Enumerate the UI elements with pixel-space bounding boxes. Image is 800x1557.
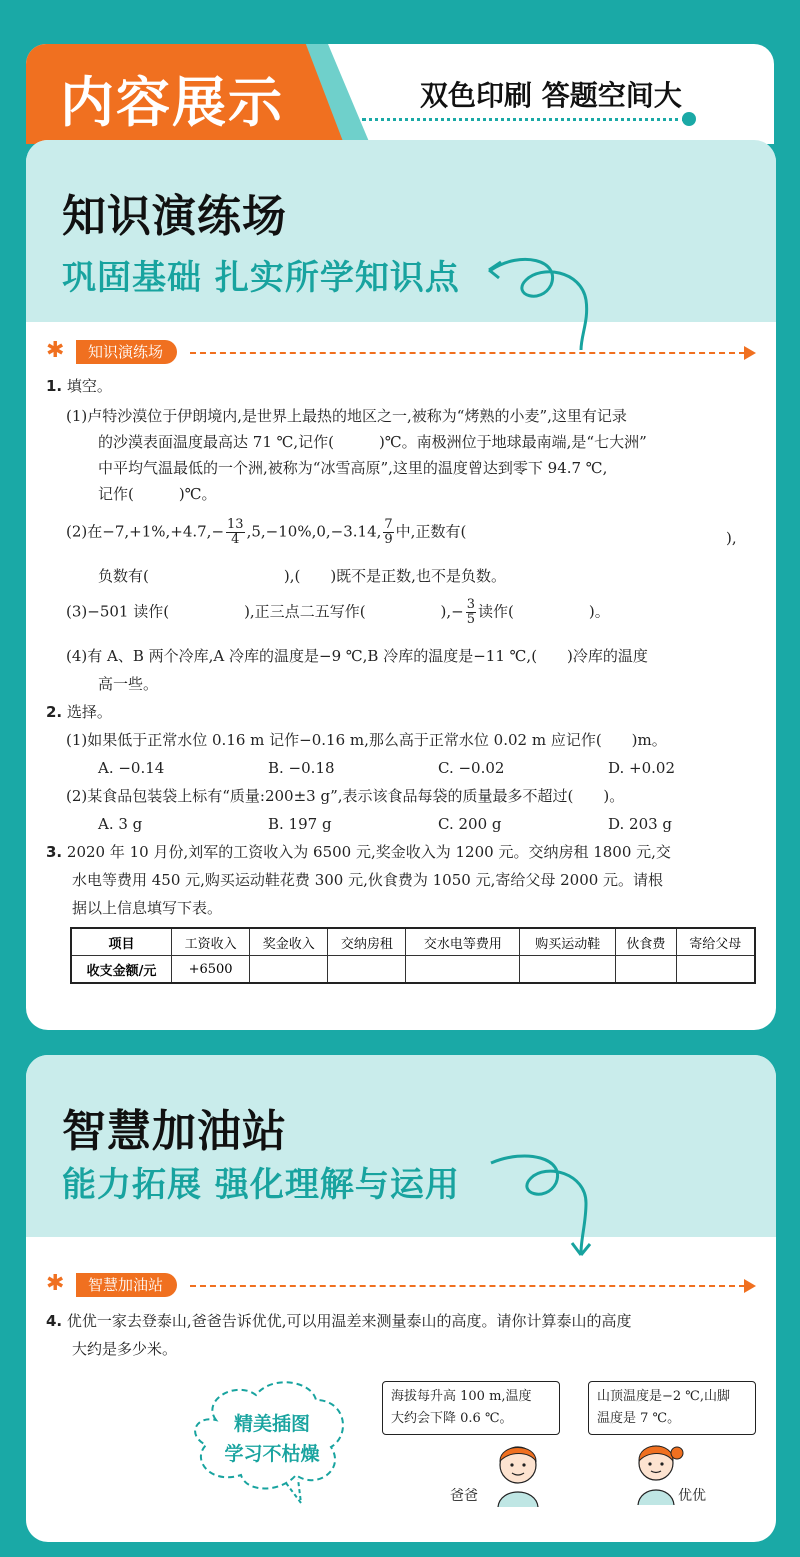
table-header-cell: 交水电等费用 — [406, 928, 520, 956]
dad-speech-line2: 大约会下降 0.6 ℃。 — [391, 1411, 513, 1426]
section-divider — [190, 352, 745, 354]
q1-part1-line2: 的沙漠表面温度最高达 71 ℃,记作( )℃。南极洲位于地球最南端,是“七大洲” — [98, 433, 647, 451]
q3-line3: 据以上信息填写下表。 — [72, 899, 223, 917]
q2-part2: (2)某食品包装袋上标有“质量:200±3 g”,表示该食品每袋的质量最多不超过( )。 — [66, 787, 625, 805]
q1-part3: (3)−501 读作( ),正三点二五写作( ),− $\frac{3}{5}$ 读作( )。 — [66, 597, 610, 627]
q2-part1-option-d: D. +0.02 — [608, 759, 675, 777]
q1-part1-line4: 记作( )℃。 — [98, 485, 217, 503]
table-header-cell: 购买运动鞋 — [520, 928, 616, 956]
swirl-arrow-icon — [486, 1143, 616, 1263]
table-cell[interactable] — [250, 956, 328, 984]
dad-speech-line1: 海拔每升高 100 m,温度 — [391, 1389, 532, 1404]
header-subtitle: 双色印刷 答题空间大 — [420, 79, 682, 112]
header-dot — [682, 112, 696, 126]
table-header-cell: 工资收入 — [172, 928, 250, 956]
card-subheading: 能力拓展 强化理解与运用 — [62, 1165, 460, 1205]
q2-part2-option-c: C. 200 g — [438, 815, 502, 833]
header-dotted-line — [362, 118, 686, 121]
youyou-illustration — [626, 1433, 686, 1505]
swirl-arrow-icon — [481, 240, 621, 360]
table-header-cell: 伙食费 — [616, 928, 676, 956]
q1-part2-end: ), — [726, 529, 737, 547]
q1-part2-line1: (2)在−7,+1%,+4.7,− $\frac{13}{4}$ ,5,−10%,0,−3.14, $\frac{7}{9}$ 中,正数有( — [66, 517, 467, 547]
cloud-text-line2: 学习不枯燥 — [224, 1443, 320, 1465]
table-header-cell: 项目 — [71, 928, 172, 956]
q2-part2-option-d: D. 203 g — [608, 815, 673, 833]
q2-part1-option-b: B. −0.18 — [268, 759, 335, 777]
section-star-icon: ✱ — [46, 1271, 65, 1296]
dad-speech-bubble — [382, 1381, 560, 1435]
table-cell[interactable] — [328, 956, 406, 984]
youyou-label: 优优 — [678, 1488, 706, 1504]
q2-part2-option-a: A. 3 g — [98, 815, 143, 833]
youyou-speech-line1: 山顶温度是−2 ℃,山脚 — [597, 1389, 730, 1404]
section-tag: 智慧加油站 — [76, 1273, 177, 1297]
dad-illustration — [488, 1437, 548, 1507]
q1-part4-line1: (4)有 A、B 两个冷库,A 冷库的温度是−9 ℃,B 冷库的温度是−11 ℃,( )冷库的温度 — [66, 647, 648, 665]
practice-card — [26, 1055, 776, 1542]
card-subheading: 巩固基础 扎实所学知识点 — [62, 258, 460, 298]
section-tag: 知识演练场 — [76, 340, 177, 364]
income-expense-table — [70, 927, 756, 984]
q1-part2-line2: 负数有( ),( )既不是正数,也不是负数。 — [98, 567, 506, 585]
q1-part1-line1: (1)卢特沙漠位于伊朗境内,是世界上最热的地区之一,被称为“烤熟的小麦”,这里有记录 — [66, 407, 627, 425]
dad-label: 爸爸 — [450, 1488, 478, 1504]
question-1-title: 1. 填空。 — [46, 377, 112, 395]
section-divider — [190, 1285, 745, 1287]
q2-part1: (1)如果低于正常水位 0.16 m 记作−0.16 m,那么高于正常水位 0.02 m 应记作( )m。 — [66, 731, 667, 749]
q4-line2: 大约是多少米。 — [72, 1340, 178, 1358]
q2-part1-option-c: C. −0.02 — [438, 759, 505, 777]
youyou-speech-bubble — [588, 1381, 756, 1435]
table-header-cell: 寄给父母 — [676, 928, 755, 956]
youyou-speech-line2: 温度是 7 ℃。 — [597, 1411, 681, 1426]
card-heading: 知识演练场 — [62, 191, 287, 242]
q4-line1: 4. 优优一家去登泰山,爸爸告诉优优,可以用温差来测量泰山的高度。请你计算泰山的高度 — [46, 1312, 632, 1330]
section-arrow-icon — [744, 1279, 756, 1293]
table-cell: +6500 — [172, 956, 250, 984]
knowledge-card — [26, 140, 776, 1030]
table-cell[interactable] — [406, 956, 520, 984]
table-cell[interactable] — [676, 956, 755, 984]
q1-part1-line3: 中平均气温最低的一个洲,被称为“冰雪高原”,这里的温度曾达到零下 94.7 ℃, — [98, 459, 608, 477]
q3-line1: 3. 2020 年 10 月份,刘军的工资收入为 6500 元,奖金收入为 1200 元。交纳房租 1800 元,交 — [46, 843, 671, 861]
table-header-cell: 奖金收入 — [250, 928, 328, 956]
question-2-title: 2. 选择。 — [46, 703, 112, 721]
q1-part4-line2: 高一些。 — [98, 675, 159, 693]
table-row — [71, 956, 755, 984]
card-heading: 智慧加油站 — [62, 1106, 287, 1157]
cloud-text-line1: 精美插图 — [233, 1413, 310, 1435]
table-header-cell: 交纳房租 — [328, 928, 406, 956]
section-arrow-icon — [744, 346, 756, 360]
table-cell: 收支金额/元 — [71, 956, 172, 984]
table-header-row — [71, 928, 755, 956]
q2-part2-option-b: B. 197 g — [268, 815, 332, 833]
table-cell[interactable] — [520, 956, 616, 984]
q3-line2: 水电等费用 450 元,购买运动鞋花费 300 元,伙食费为 1050 元,寄给父母 2000 元。请根 — [72, 871, 664, 889]
header-title: 内容展示 — [60, 71, 284, 134]
table-cell[interactable] — [616, 956, 676, 984]
q2-part1-option-a: A. −0.14 — [98, 759, 165, 777]
section-star-icon: ✱ — [46, 338, 65, 363]
